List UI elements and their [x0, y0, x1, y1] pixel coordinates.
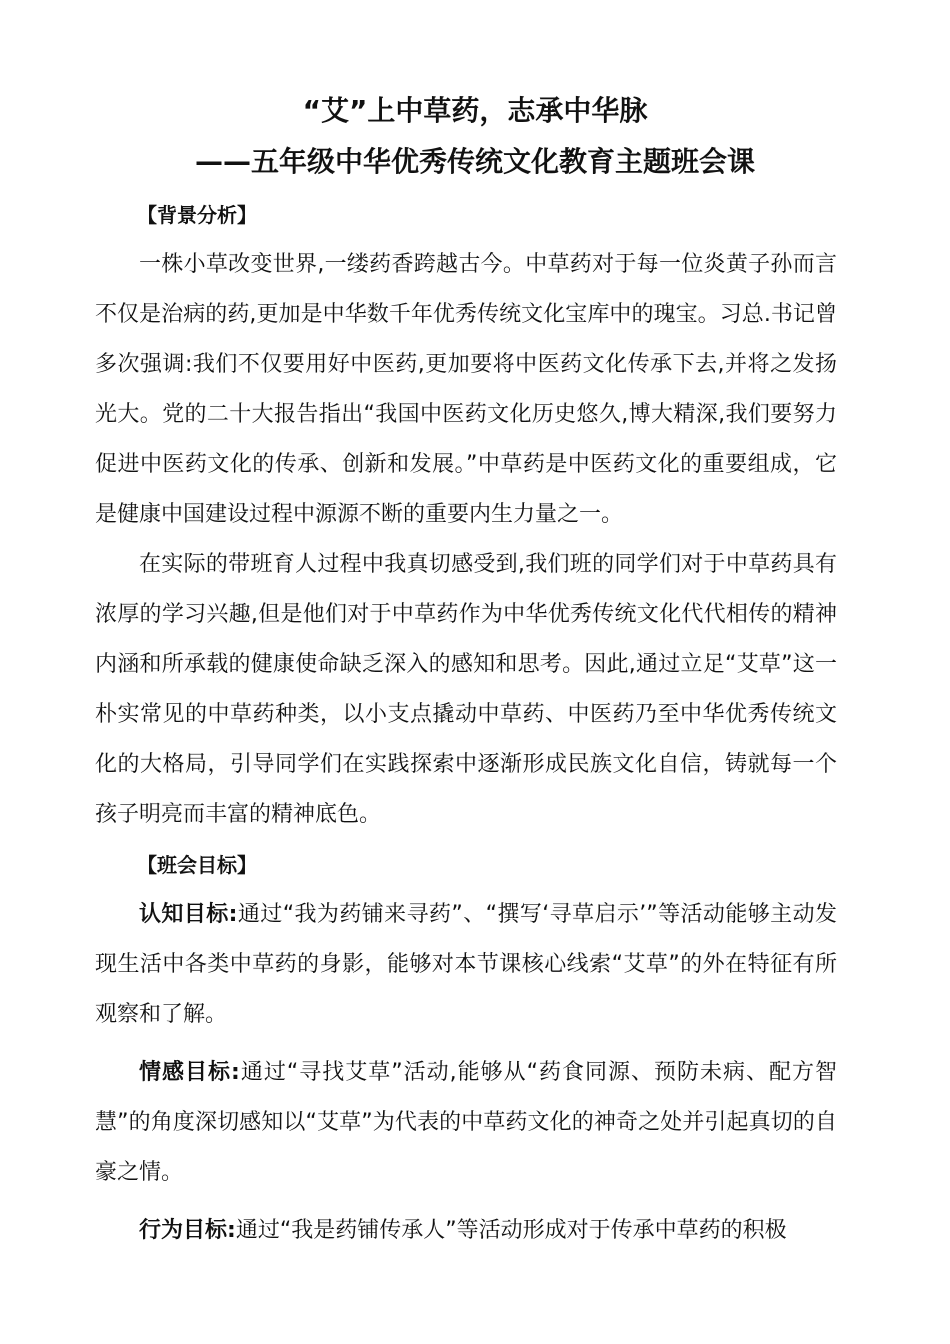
section-heading-background: 【背景分析】 — [137, 203, 257, 227]
section-heading-goals: 【班会目标】 — [137, 853, 257, 877]
background-paragraph-1: 一株小草改变世界,一缕药香跨越古今。中草药对于每一位炎黄子孙而言不仅是治病的药,更加是中华数千年优秀传统文化宝库中的瑰宝。习总.书记曾多次强调:我们不仅要用好中医药,更加要将中医药文化传承下去,并将之发扬光大。党的二十大报告指出“我国中医药文化历史悠久,博大精深,我们要努力促进中医药文化的传承、创新和发展。”中草药是中医药文化的重要组成，它是健康中国建设过程中源源不断的重要内生力量之一。 — [95, 252, 837, 527]
emotional-goal-text: 通过“寻找艾草”活动,能够从“药食同源、预防未病、配方智慧”的角度深切感知以“艾草”为代表的中草药文化的神奇之处并引起真切的自豪之情。 — [95, 1060, 837, 1185]
cognitive-goal-label: 认知目标: — [139, 902, 238, 927]
goal-spacer — [95, 1040, 837, 1048]
goal-spacer — [95, 1198, 837, 1206]
behavioral-goal-label: 行为目标: — [139, 1218, 236, 1243]
emotional-goal-paragraph — [95, 1048, 837, 1198]
document-subtitle: ——五年级中华优秀传统文化教育主题班会课 — [194, 145, 755, 178]
behavioral-goal-paragraph — [95, 1206, 837, 1256]
background-paragraph-2: 在实际的带班育人过程中我真切感受到,我们班的同学们对于中草药具有浓厚的学习兴趣,但是他们对于中草药作为中华优秀传统文化代代相传的精神内涵和所承载的健康使命缺乏深入的感知和思考。因此,通过立足“艾草”这一朴实常见的中草药种类，以小支点撬动中草药、中医药乃至中华优秀传统文化的大格局，引导同学们在实践探索中逐渐形成民族文化自信，铸就每一个孩子明亮而丰富的精神底色。 — [95, 552, 837, 827]
goals-section — [95, 840, 837, 1256]
document-body — [95, 190, 837, 1256]
behavioral-goal-text: 通过“我是药铺传承人”等活动形成对于传承中草药的积极 — [235, 1218, 787, 1243]
background-section — [95, 190, 837, 840]
emotional-goal-label: 情感目标: — [139, 1060, 240, 1085]
cognitive-goal-text: 通过“我为药铺来寻药”、“撰写‘寻草启示’”等活动能够主动发现生活中各类中草药的身影，能够对本节课核心线索“艾草”的外在特征有所观察和了解。 — [95, 902, 837, 1027]
document-title: “艾”上中草药，志承中华脉 — [302, 94, 648, 127]
cognitive-goal-paragraph — [95, 890, 837, 1040]
